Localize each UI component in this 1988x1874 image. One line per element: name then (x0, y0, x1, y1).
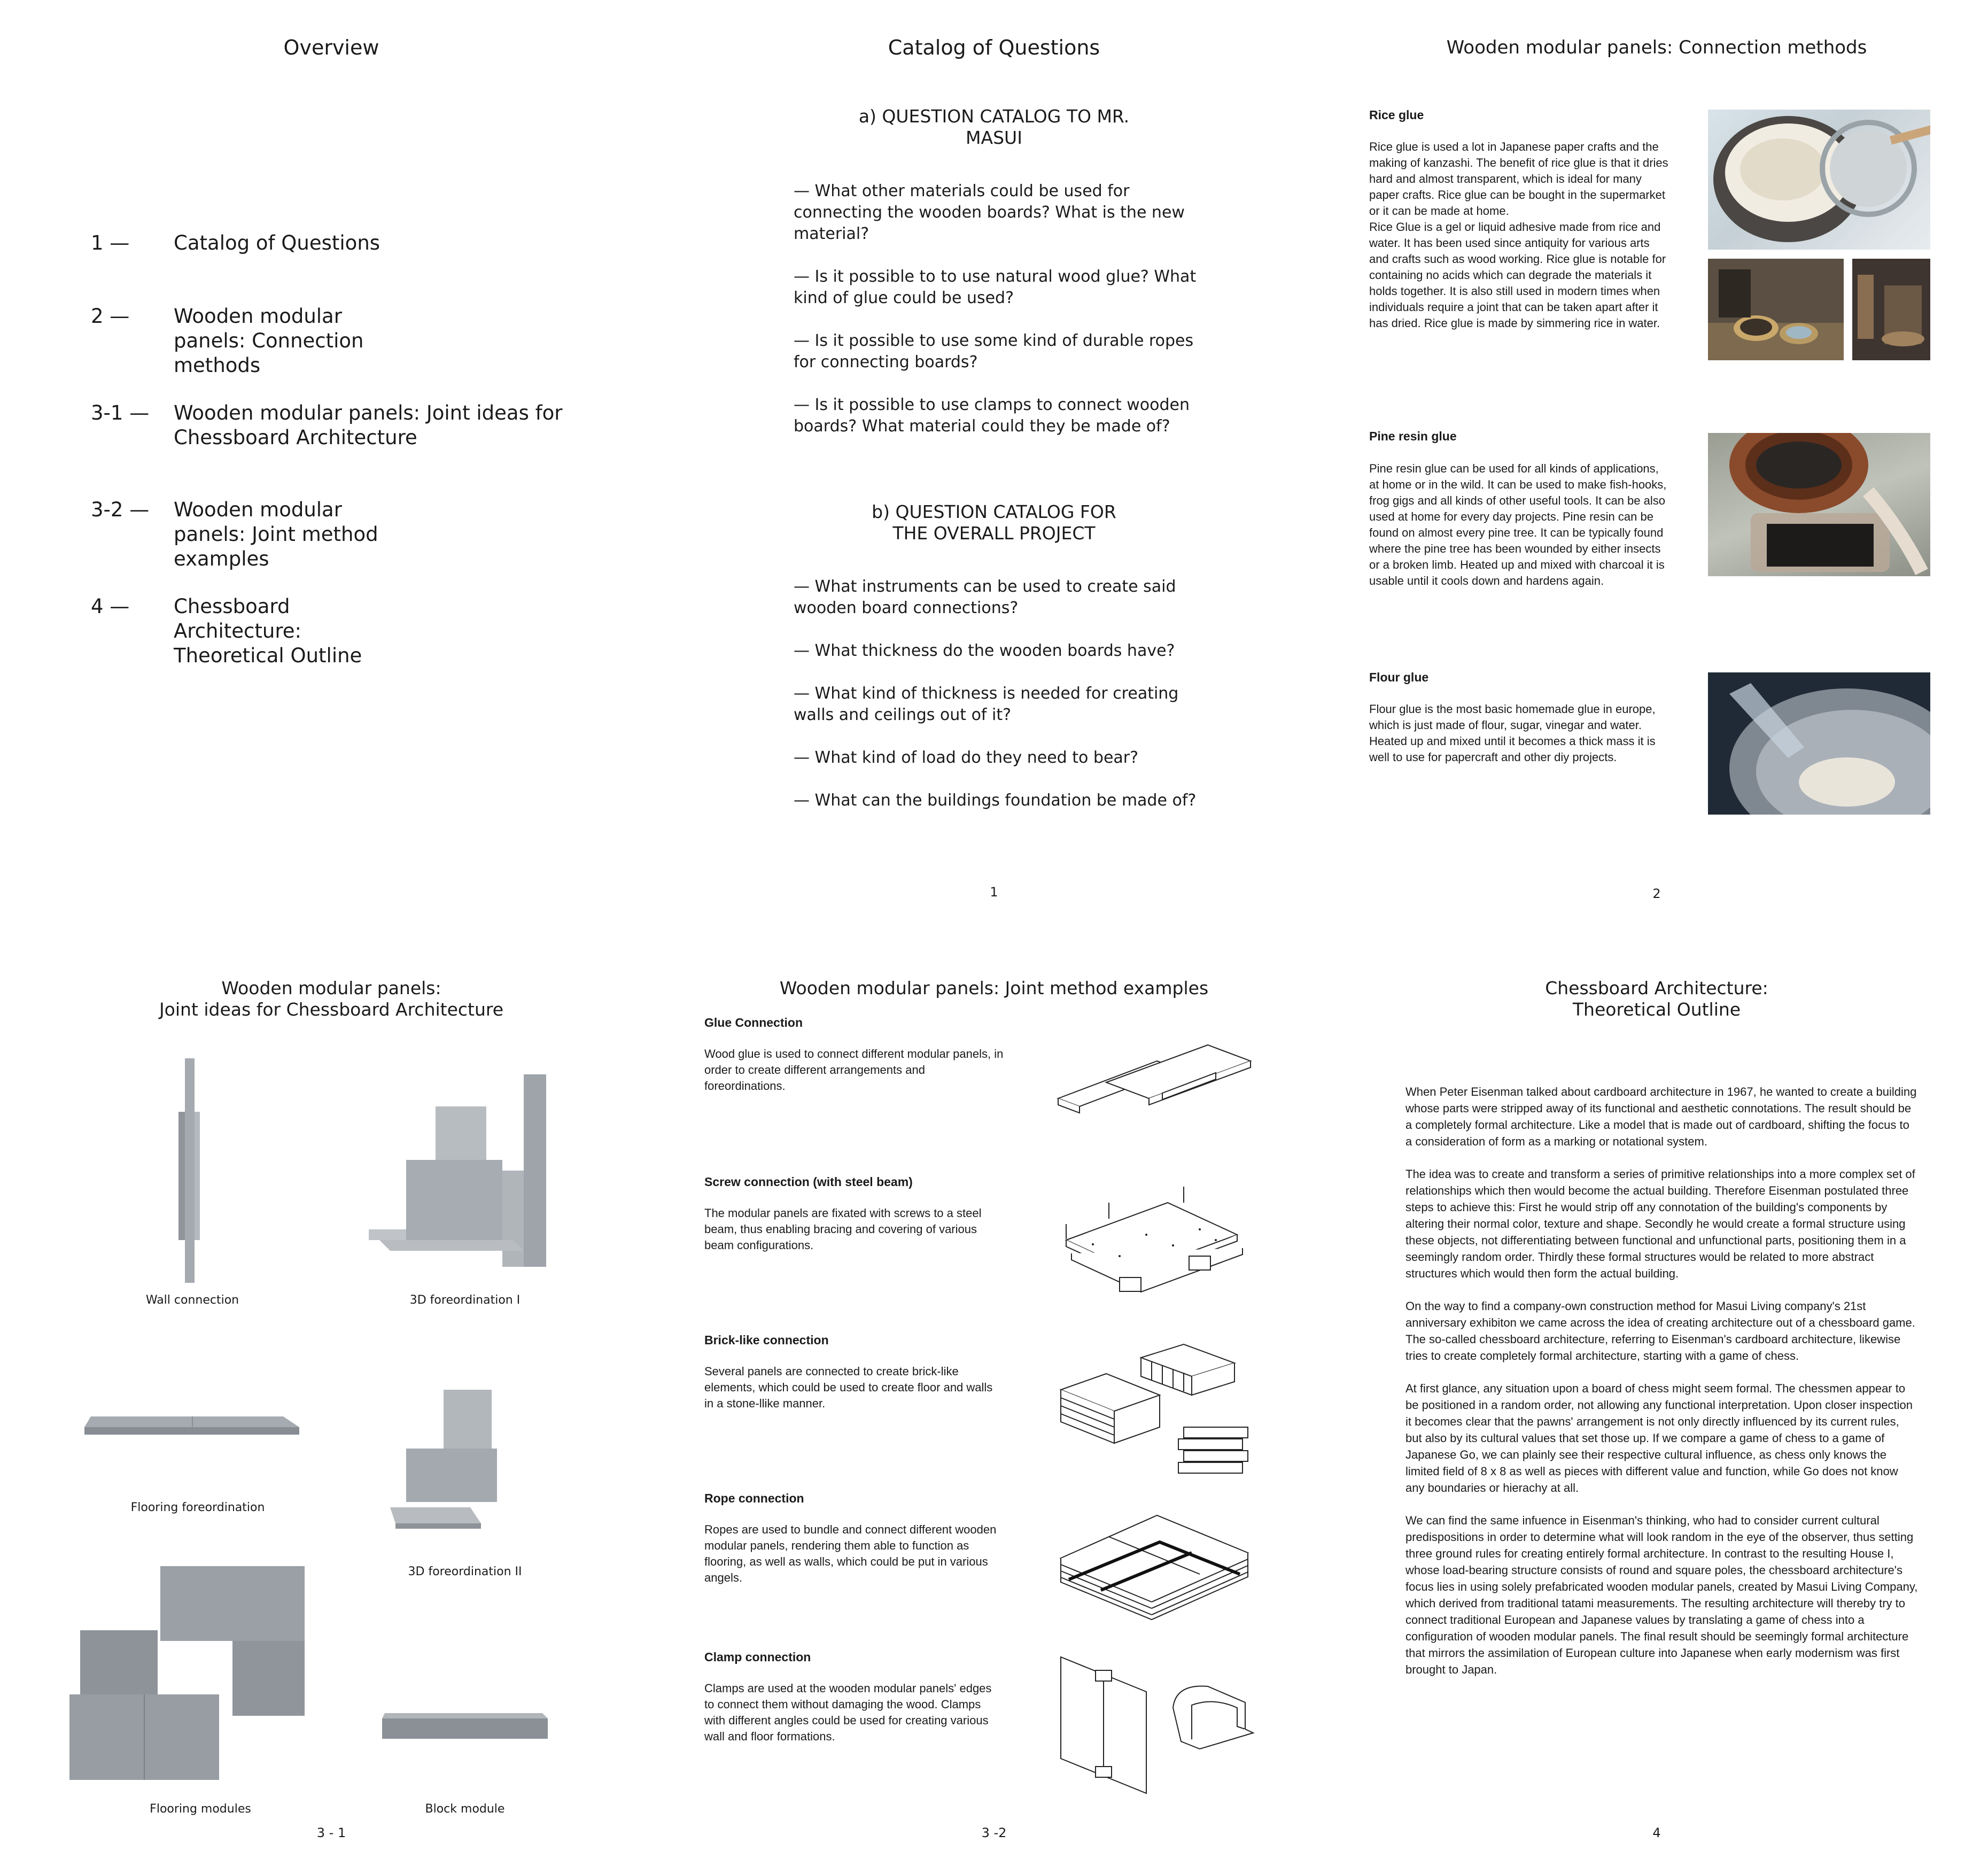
section-heading: Flour glue (1369, 670, 1429, 684)
toc-text: Chessboard Architecture: Theoretical Outline (174, 595, 362, 667)
essay-paragraph: When Peter Eisenman talked about cardboard architecture in 1967, he wanted to create a building whose parts were stripped away of its functional and aesthetic connotations. The result should be a completely formal architecture. Like a model that is made out of cardboard, shifting the focus to a consideration of form as a marking or notational system. (1405, 1085, 1917, 1148)
section-heading: Rice glue (1369, 108, 1424, 122)
page-number: 4 (1652, 1825, 1661, 1840)
toc-text: Wooden modular panels: Connection methods (174, 305, 364, 377)
essay-paragraph: At first glance, any situation upon a board of chess might seem formal. The chessmen appear to be positioned in a random order, not allowing any functional interpretation. Upon closer inspection it becomes clear that the pawns' arrangement is not only directly influenced by its current rules, but also by its cultural values that set those up. If we compare a game of chess to a game of Japanese Go, we can plainly see their respective cultural influence, as chess only knows the limited field of 8 x 8 as well as pieces with different value and function, while Go does not know any boundaries or hierachy at all. (1405, 1382, 1913, 1494)
caption: 3D foreordination II (408, 1565, 522, 1578)
page-number: 1 (990, 885, 998, 900)
section-text: Pine resin glue can be used for all kinds of applications, at home or in the wild. It can be used to make fish-hooks, frog gigs and all kinds of other useful tools. It can be also used at home for every day projects. Pine resin can be found on almost every pine tree. It can be typically found where the pine tree has been wounded by either insects or a broken limb. Heated up and mixed with charcoal it is usable until it cools down and hardens again. (1369, 462, 1667, 587)
screw-connection-sketch (1061, 1181, 1259, 1299)
section-text: Wood glue is used to connect different modular panels, in order to create different arrangements and foreordinations. (704, 1047, 1004, 1093)
section-heading-b: b) QUESTION CATALOG FOR THE OVERALL PROJECT (872, 501, 1116, 544)
page-title: Overview (283, 36, 379, 59)
block-module-model (379, 1708, 550, 1745)
question: — What thickness do the wooden boards have? (794, 641, 1175, 660)
question: — What can the buildings foundation be made of? (794, 791, 1197, 810)
section-text: Several panels are connected to create brick-like elements, which could be used to create floor and walls in a stone-llike manner. (704, 1365, 993, 1410)
page-title: Wooden modular panels: Joint method examples (779, 978, 1209, 998)
rice-glue-photo (1852, 259, 1930, 360)
section-text: The modular panels are fixated with screws to a steel beam, thus enabling bracing and covering of various beam configurations. (704, 1206, 982, 1252)
page-title-line1: Wooden modular panels: (221, 978, 441, 998)
foreordination-2-model (374, 1384, 534, 1539)
question: — What instruments can be used to create said wooden board connections? (794, 577, 1176, 617)
brick-connection-sketch (1058, 1342, 1256, 1481)
caption: Flooring modules (150, 1802, 251, 1816)
question: — What kind of thickness is needed for creating walls and ceilings out of it? (794, 684, 1179, 724)
caption: Block module (425, 1802, 505, 1816)
toc-number: 3-1 — (91, 401, 150, 424)
rice-glue-photo (1708, 110, 1930, 250)
section-heading: Screw connection (with steel beam) (704, 1175, 913, 1189)
question: — Is it possible to use clamps to connect wooden boards? What material could they be made of? (794, 396, 1190, 436)
foreordination-1-model (363, 1069, 566, 1277)
section-heading: Rope connection (704, 1491, 804, 1505)
section-text: Flour glue is the most basic homemade glue in europe, which is just made of flour, sugar, vinegar and water. Heated up and mixed until it becomes a thick mass it is well to use for papercraft and other diy projects. (1369, 702, 1656, 764)
section-text: Ropes are used to bundle and connect different wooden modular panels, rendering them able to function as flooring, as well as walls, which could be put in various angels. (704, 1523, 997, 1584)
page-title: Catalog of Questions (888, 36, 1100, 59)
question: — What other materials could be used for connecting the wooden boards? What is the new material? (794, 182, 1185, 243)
toc-text: Wooden modular panels: Joint ideas for Chessboard Architecture (174, 401, 563, 449)
toc-number: 3-2 — (91, 498, 150, 521)
question: — Is it possible to to use natural wood glue? What kind of glue could be used? (794, 267, 1197, 307)
page-number: 3 - 1 (316, 1825, 346, 1840)
flooring-foreordination-model (80, 1400, 305, 1443)
essay-text (1405, 1083, 1919, 1694)
section-heading: Clamp connection (704, 1650, 811, 1664)
essay-paragraph: The idea was to create and transform a series of primitive relationships into a more complex set of relationships which then would become the actual building. Therefore Eisenman postulated three steps to achieve this: First he would strip off any connotation of the building's components by altering their normal color, texture and shape. Secondly he would create a formal structure using these objects, not differentiating between functional and unfunctional parts, positioning them in a seemingly random order. Thirdly these formal structures would be related to more abstract structures which would then form the actual building. (1405, 1167, 1915, 1280)
section-text: Clamps are used at the wooden modular panels' edges to connect them without damaging the wood. Clamps with different angles could be used for creating various wall and floor formations. (704, 1682, 992, 1743)
section-heading: Pine resin glue (1369, 429, 1457, 443)
page-number: 3 -2 (981, 1825, 1007, 1840)
caption: Flooring foreordination (130, 1501, 265, 1514)
section-heading-a: a) QUESTION CATALOG TO MR. MASUI (858, 106, 1130, 148)
toc-number: 4 — (91, 595, 130, 618)
toc-number: 1 — (91, 231, 130, 254)
pine-resin-photo (1708, 433, 1930, 576)
page-title-line2: Joint ideas for Chessboard Architecture (159, 999, 504, 1020)
toc-text: Catalog of Questions (174, 231, 380, 254)
caption: 3D foreordination I (409, 1294, 521, 1307)
overview-panel (0, 0, 663, 937)
section-heading: Brick-like connection (704, 1333, 829, 1347)
page-title-line2: Theoretical Outline (1572, 999, 1741, 1020)
flour-glue-photo (1708, 672, 1930, 815)
toc-number: 2 — (91, 305, 130, 328)
question: — Is it possible to use some kind of durable ropes for connecting boards? (794, 331, 1194, 371)
section-heading: Glue Connection (704, 1016, 803, 1029)
flooring-modules-model (67, 1561, 313, 1785)
section-text: Rice glue is used a lot in Japanese paper crafts and the making of kanzashi. The benefit of rice glue is that it dries hard and almost transparent, which is ideal for many paper crafts. Rice glue can be bought in the supermarket or it can be made at home. Rice Glue is a gel or liquid adhesive made from rice and water. It has been used since antiquity for various arts and crafts such as wood working. Rice glue is notable for containing no acids which can degrade the materials it holds together. It is also still used in modern times when individuals require a joint that can be taken apart after it has dried. Rice glue is made by simmering rice in water. (1369, 140, 1668, 330)
glue-connection-sketch (1055, 1040, 1259, 1136)
rice-glue-photo (1708, 259, 1844, 360)
caption: Wall connection (145, 1294, 239, 1307)
page-title-line1: Chessboard Architecture: (1545, 978, 1768, 998)
essay-paragraph: We can find the same infuence in Eisenman's thinking, who had to consider current cultural predispositions in order to determine what will look random in the eye of the observer, thus setting three ground rules for creating entirely formal architecture. In contrast to the resulting House I, whose load-bearing structure consists of round and square poles, the chessboard architecture's focus lies in using solely prefabricated wooden modular panels, created by Masui Living Company, which derived from traditional tatami measurements. The resulting architecture will thereby try to connect traditional European and Japanese values by translating a game of chess into a configuration of wooden modular panels. The final result should be seemingly formal architecture that mirrors the assimilation of European culture into Japanese when early modernism was first brought to Japan. (1405, 1514, 1918, 1676)
rope-connection-sketch (1058, 1499, 1256, 1628)
essay-paragraph: On the way to find a company-own construction method for Masui Living company's 21st anniversary exhibiton we came across the idea of creating architecture out of a chessboard game. The so-called chessboard architecture, referring to Eisenman's cardboard architecture, likewise tries to create completely formal architecture, starting with a game of chess. (1405, 1299, 1915, 1362)
clamp-connection-sketch (1058, 1652, 1261, 1796)
page-number: 2 (1652, 886, 1661, 901)
toc-text: Wooden modular panels: Joint method examples (174, 498, 378, 570)
question: — What kind of load do they need to bear? (794, 748, 1139, 767)
page-title: Wooden modular panels: Connection methods (1446, 37, 1867, 58)
wall-connection-model (160, 1053, 224, 1288)
